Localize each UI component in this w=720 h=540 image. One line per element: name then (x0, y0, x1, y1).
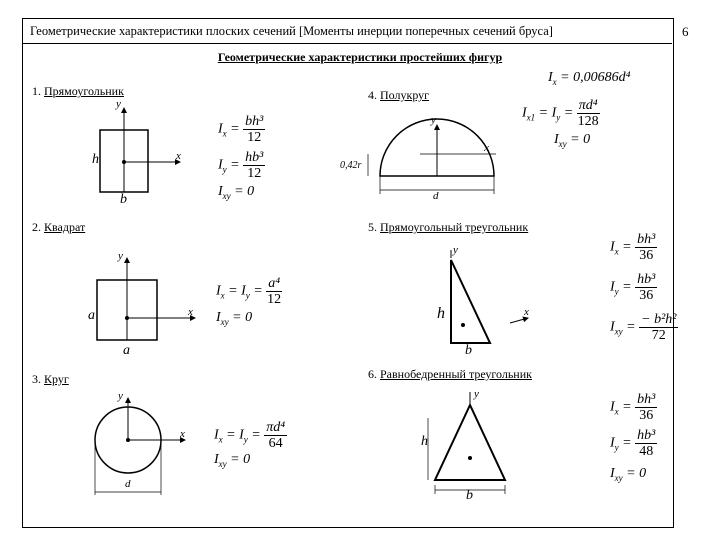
rtri-ix-formula: $I_x$ = $\frac{\text{bh³}}{36}$ (610, 232, 656, 263)
label-square: 2. Квадрат (32, 220, 86, 234)
label-semicircle: 4. Полукруг (368, 88, 430, 102)
rtri-b-dim: b (465, 343, 472, 358)
semi-d-dim: d (433, 190, 439, 202)
right-triangle-figure (451, 250, 528, 343)
square-y-axis-label: y (118, 250, 123, 262)
itri-ix-formula: $I_x$ = $\frac{\text{bh³}}{36}$ (610, 392, 656, 423)
rtri-x-axis-label: x (524, 306, 529, 318)
rtri-y-axis-label: y (453, 244, 458, 256)
semi-ix-formula: $I_x = 0,00686d^4$ (548, 70, 631, 87)
semi-x-axis-label: x (484, 142, 489, 154)
rect-b-dim: b (120, 192, 127, 207)
page-header: Геометрические характеристики плоских сечений [Моменты инерции поперечных сечений бруса] (22, 18, 672, 44)
rect-h-dim: h (92, 152, 99, 167)
itri-b-dim: b (466, 488, 473, 503)
semicircle-figure (368, 119, 496, 194)
circle-y-axis-label: y (118, 390, 123, 402)
rect-x-axis-label: x (176, 150, 181, 162)
section-subtitle: Геометрические характеристики простейших фигур (217, 50, 503, 64)
rect-ix-formula: $I_x$ = $\frac{\text{bh³}}{12}$ (218, 114, 264, 145)
circle-d-dim: d (125, 478, 131, 490)
semi-y-axis-label: y (431, 114, 436, 126)
label-isosceles-triangle: 6. Равнобедренный треугольник (368, 367, 532, 381)
square-a-bottom-dim: a (123, 343, 130, 358)
rect-ixy-formula: $I_{xy} = 0$ (218, 184, 255, 201)
label-rectangle: 1. Прямоугольник (32, 84, 124, 98)
square-figure (97, 258, 195, 340)
itri-h-dim: h (421, 434, 428, 449)
label-right-triangle: 5. Прямоугольный треугольник (368, 220, 529, 234)
rect-iy-formula: $I_y$ = $\frac{\text{hb³}}{12}$ (218, 150, 264, 181)
rtri-h-dim: h (437, 305, 445, 322)
circle-ixy-formula: $I_{xy} = 0$ (214, 452, 251, 469)
square-a-side-dim: a (88, 308, 95, 323)
itri-iy-formula: $I_y$ = $\frac{\text{hb³}}{48}$ (610, 428, 656, 459)
rect-y-axis-label: y (116, 98, 121, 110)
rtri-iy-formula: $I_y$ = $\frac{\text{hb³}}{36}$ (610, 272, 656, 303)
semi-ixy-formula: $I_{xy} = 0$ (554, 132, 591, 149)
itri-y-axis-label: y (474, 388, 479, 400)
square-ix-formula: $I_x = I_y$ = $\frac{\text{a⁴}}{12}$ (216, 276, 282, 307)
rtri-ixy-formula: $I_{xy}$ = $\frac{\text{− b²h²}}{72}$ (610, 312, 677, 343)
square-x-axis-label: x (188, 306, 193, 318)
circle-x-axis-label: x (180, 428, 185, 440)
semi-iy-formula: $I_{x1} = I_y$ = $\frac{\text{πd⁴}}{128}$ (522, 98, 599, 129)
itri-ixy-formula: $I_{xy} = 0$ (610, 466, 647, 483)
isosceles-triangle-figure (428, 392, 505, 494)
circle-ix-formula: $I_x = I_y$ = $\frac{\text{πd⁴}}{64}$ (214, 420, 286, 451)
page-number: 6 (682, 24, 689, 39)
semi-offset-dim: 0,42r (340, 160, 362, 171)
label-circle: 3. Круг (32, 372, 69, 386)
circle-figure (95, 398, 185, 495)
rectangle-figure (100, 108, 180, 192)
square-ixy-formula: $I_{xy} = 0$ (216, 310, 253, 327)
